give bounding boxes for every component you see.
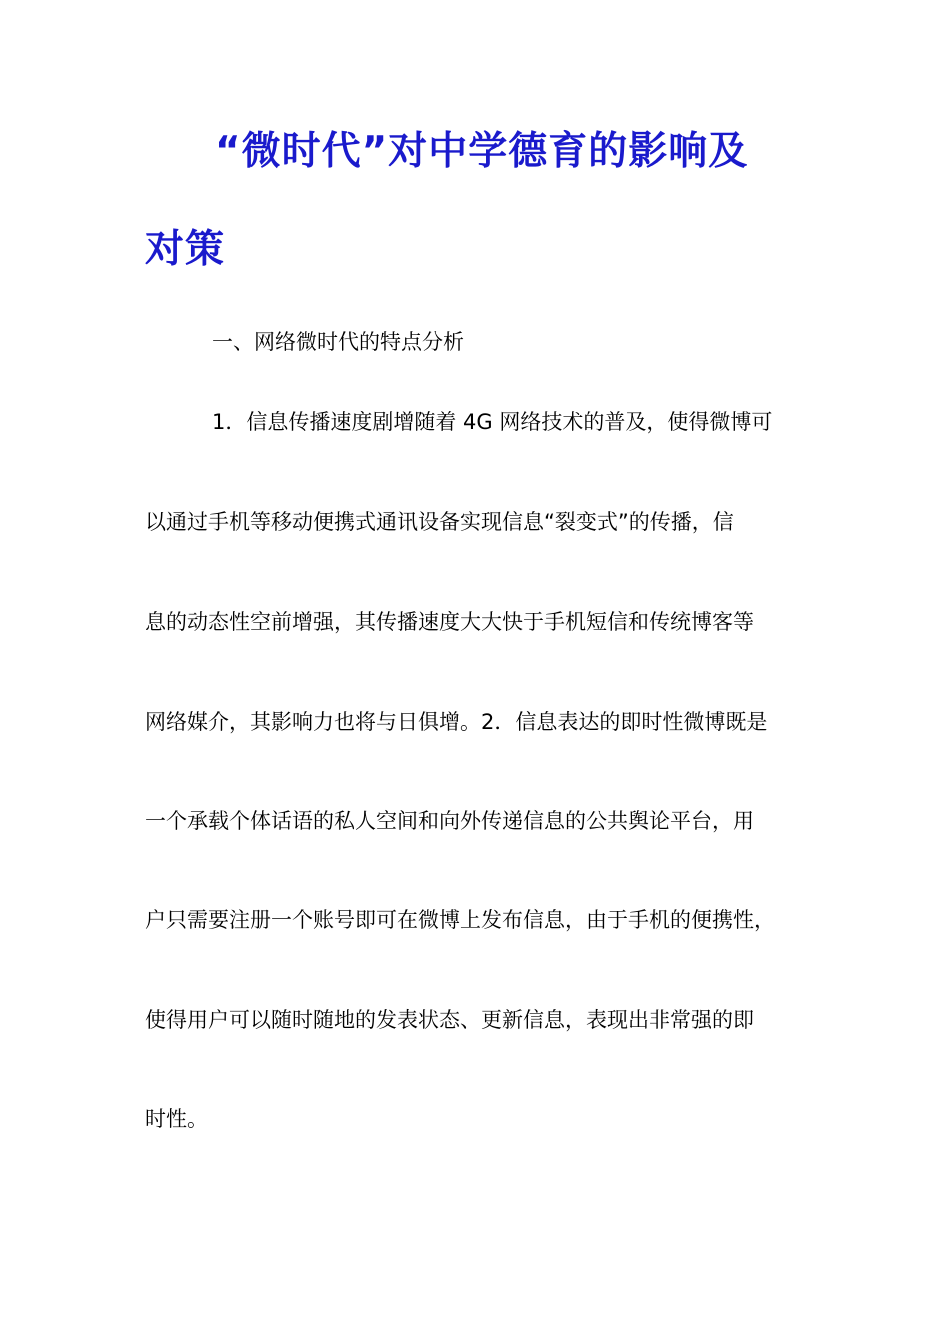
- paragraph-line-1: 1．信息传播速度剧增随着 4G 网络技术的普及，使得微博可: [212, 410, 773, 434]
- paragraph-line-2: 以通过手机等移动便携式通讯设备实现信息“裂变式”的传播，信: [145, 510, 734, 534]
- paragraph-line-7: 使得用户可以随时随地的发表状态、更新信息，表现出非常强的即: [145, 1008, 754, 1032]
- document-title-line-1: “微时代”对中学德育的影响及: [215, 129, 749, 174]
- paragraph-line-8: 时性。: [145, 1107, 208, 1131]
- paragraph-line-6: 户只需要注册一个账号即可在微博上发布信息，由于手机的便携性，: [145, 908, 775, 932]
- document-title-line-2: 对策: [145, 227, 226, 272]
- paragraph-line-4: 网络媒介，其影响力也将与日俱增。2．信息表达的即时性微博既是: [145, 710, 768, 734]
- paragraph-line-5: 一个承载个体话语的私人空间和向外传递信息的公共舆论平台，用: [145, 809, 754, 833]
- section-heading: 一、网络微时代的特点分析: [212, 330, 464, 354]
- paragraph-line-3: 息的动态性空前增强，其传播速度大大快于手机短信和传统博客等: [145, 610, 754, 634]
